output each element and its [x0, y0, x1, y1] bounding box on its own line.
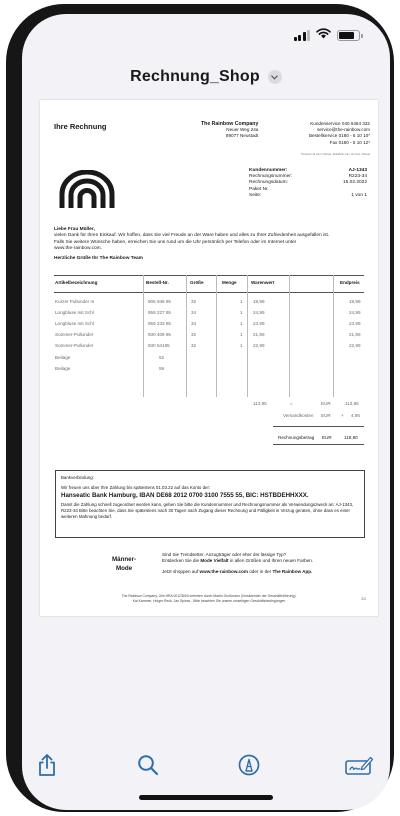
signature-button[interactable] [344, 750, 374, 780]
cell-value: 19,99 [253, 299, 265, 304]
signature-icon [345, 754, 373, 776]
greeting-line: vielen Dank für Ihren Einkauf. Wir hoffen, dass Sie viel Freude an der Ware haben und alles zu Ihrer Zufriedenheit ausgefallen ist. [54, 233, 330, 239]
status-bar [22, 14, 390, 54]
promo-highlight: Mode Vielfalt [200, 558, 229, 564]
shipping-label: Versandkosten [283, 413, 314, 418]
promo-text-part: Jetzt shoppen auf [162, 568, 200, 574]
subtotal-amount: 113,95 [345, 401, 359, 406]
bottom-toolbar [22, 736, 390, 796]
meta-label: Seite: [249, 192, 262, 198]
cell-order-no: 59 [159, 366, 165, 371]
bank-text: Wir freuen uns über Ihre Zahlung bis spätestens 01.03.22 auf das Konto der: [61, 485, 211, 490]
cell-value: 24,99 [253, 310, 265, 315]
promo-line [162, 569, 313, 575]
document-page[interactable] [40, 100, 378, 616]
rainbow-logo [58, 170, 116, 208]
column-divider [216, 275, 217, 397]
cell-qty: 1 [240, 321, 243, 326]
cell-order-no: 906 948 95 [148, 299, 171, 304]
cell-qty: 1 [240, 310, 243, 315]
col-header-total: Endpreis [340, 280, 360, 285]
column-divider [186, 275, 187, 397]
screen [22, 14, 390, 810]
col-header-value: Warenwert [251, 280, 275, 285]
meta-label: Rechnungsdatum: [249, 180, 288, 186]
service-line: Kundenservice 040 6464 332 [310, 121, 370, 126]
search-button[interactable] [133, 750, 163, 780]
service-footnote: *Festnetz 14 Cent / Minute, Mobilfunk max. 42 Cent / Minute [300, 153, 370, 156]
company-address [201, 121, 258, 140]
cell-size: 34 [191, 310, 197, 315]
shipping-sign: + [341, 413, 344, 418]
promo-text-part: in allen Größen und Ihren neuen Farben. [228, 558, 314, 564]
title-menu-button[interactable] [268, 70, 282, 84]
pen-icon [238, 754, 260, 776]
greeting [54, 227, 329, 262]
invoice-heading: Ihre Rechnung [54, 122, 107, 131]
meta-label: Paket Nr. [249, 186, 269, 192]
share-button[interactable] [32, 750, 62, 780]
total-currency: EUR [322, 435, 332, 440]
cell-size: 32 [191, 332, 197, 337]
total-amount: 118,90 [344, 435, 358, 440]
total-rule [273, 426, 364, 427]
meta-value: 15.02.2022 [342, 180, 367, 186]
cell-total: 22,99 [349, 343, 361, 348]
cell-size: 34 [191, 321, 197, 326]
company-street: Neuer Weg 24a [226, 127, 259, 133]
invoice-meta [249, 168, 367, 199]
table-top-rule [54, 275, 364, 276]
shipping-currency: EUR [321, 413, 331, 418]
wifi-icon [316, 26, 331, 44]
company-city: 89077 Neustadt [225, 133, 259, 139]
cell-qty: 1 [240, 299, 243, 304]
col-header-qty: Menge [222, 280, 237, 285]
cell-total: 21,99 [349, 332, 361, 337]
cell-order-no: 930 409 95 [148, 332, 171, 337]
home-indicator[interactable] [139, 795, 273, 800]
cell-article: Sommer-Pullunder [55, 343, 94, 348]
cell-total: 19,99 [349, 299, 361, 304]
markup-button[interactable] [234, 750, 264, 780]
col-header-order-no: Bestell-Nr. [146, 280, 169, 285]
signal-icon [294, 30, 311, 41]
cell-article: Longbluse mit Schl [55, 321, 94, 326]
document-title: Rechnung_Shop [130, 68, 260, 85]
promo-line: Sind Sie Trendsetter, Anzugträger oder eher der lässige Typ? [162, 552, 287, 557]
cell-total: 23,99 [349, 321, 361, 326]
shipping-amount: 4,95 [351, 413, 360, 418]
cell-total: 24,99 [349, 310, 361, 315]
total-rule [273, 444, 364, 445]
meta-label: Rechnungsnummer: [249, 174, 293, 180]
promo-app-link[interactable]: The Rainbow App. [272, 568, 313, 574]
cell-size: 32 [191, 299, 197, 304]
service-line: Bestellservice 0180 - 5 10 10* [308, 133, 370, 139]
promo-label-line: Männer- [112, 556, 137, 563]
salutation: Liebe Frau Müller, [54, 227, 95, 232]
status-icons [294, 28, 361, 42]
cell-qty: 1 [240, 332, 243, 337]
meta-row [249, 193, 367, 199]
phone-frame [6, 4, 394, 812]
column-divider [143, 275, 144, 397]
footer-line: Kai Kammer, Holger Reck, Jan Spiess - Bitte beachten Sie unsere umseitigen Geschäftsbedingungen [132, 599, 286, 603]
cell-order-no: 959 227 95 [148, 310, 171, 315]
battery-icon [337, 30, 360, 41]
meta-value: R223-34 [348, 174, 367, 180]
cell-qty: 1 [240, 343, 243, 348]
meta-value: 1 von 1 [351, 192, 367, 198]
cell-article: Kurzer Pullunder m [55, 299, 95, 304]
total-label: Rechnungsbetrag [278, 435, 315, 440]
cell-order-no: 52 [159, 355, 165, 360]
service-contacts [309, 121, 370, 146]
promo-line [162, 558, 313, 564]
search-icon [137, 754, 159, 776]
subtotal-sign: = [290, 401, 293, 406]
subtotal-value: 113,95 [253, 401, 267, 406]
cell-value: 22,99 [253, 343, 265, 348]
meta-value: AJ-1343 [348, 168, 367, 173]
title-bar [22, 62, 390, 92]
bank-note: Damit die Zahlung schnell zugeordnet werden kann, geben Sie bitte die Kundennummer und Rechnungsnummer als Verwendungszweck an: AJ-1343, R223-34 Bitte beachten Sie, dass Sie spätestens nach 30 Tagen nach Zugang dieser Rechnung und Fälligkeit in Verzug geraten, ohne dass es einer weiteren Mahnung bedarf. [61, 502, 354, 519]
company-name: The Rainbow Company [201, 121, 259, 127]
cell-order-no: 930 54195 [148, 343, 170, 348]
column-divider [247, 275, 248, 397]
cell-article: Longbluse mit Schl [55, 310, 94, 315]
page-number: 2/2 [361, 597, 366, 601]
cell-value: 21,99 [253, 332, 265, 337]
promo-text [162, 552, 313, 575]
col-header-article: Artikelbezeichnung [55, 280, 98, 285]
column-divider [333, 275, 334, 397]
bank-details-box [55, 470, 365, 538]
promo-link[interactable]: www.the-rainbow.com [199, 568, 248, 574]
chevron-down-icon [271, 75, 278, 80]
meta-label: Kundennummer: [249, 168, 288, 173]
table-header-rule [54, 292, 364, 293]
promo-text-part: Entdecken Sie die [162, 558, 201, 564]
cell-size: 32 [191, 343, 197, 348]
cell-article: Beilage [55, 355, 71, 360]
service-line: service@the-rainbow.com [317, 127, 370, 133]
col-header-size: Größe [190, 280, 204, 285]
promo-label [112, 556, 136, 573]
bank-label: Bankverbindung: [61, 475, 94, 480]
column-divider [289, 275, 290, 397]
subtotal-currency: EUR [321, 401, 331, 406]
greeting-line: Falls Sie weitere Wünsche haben, erreichen Sie uns rund um die Uhr persönlich per Telefon oder im Internet unter [54, 239, 297, 245]
regards: Herzliche Grüße Ihr The Rainbow Team [54, 256, 143, 262]
footer-line: The Rainbow Company, Ulm HRA 00123604 vertreten durch Martin Großmann (Vorsitzender der Geschäftsführung), [121, 594, 297, 598]
cell-article: Sommer-Pullunder [55, 332, 94, 337]
cell-article: Beilage [55, 366, 71, 371]
legal-footer [40, 594, 378, 604]
bank-iban: Hanseatic Bank Hamburg, IBAN DE68 2012 0700 3100 7555 55, BIC: HSTBDEHHXXX. [61, 492, 309, 499]
greeting-link[interactable]: www.the-rainbow.com. [54, 245, 102, 251]
cell-value: 23,99 [253, 321, 265, 326]
share-icon [37, 753, 57, 777]
cell-order-no: 959 233 95 [148, 321, 171, 326]
promo-text-part: oder in der [247, 568, 273, 574]
service-line: Fax 0180 - 5 10 12* [329, 139, 370, 145]
promo-label-line: Mode [115, 564, 133, 572]
